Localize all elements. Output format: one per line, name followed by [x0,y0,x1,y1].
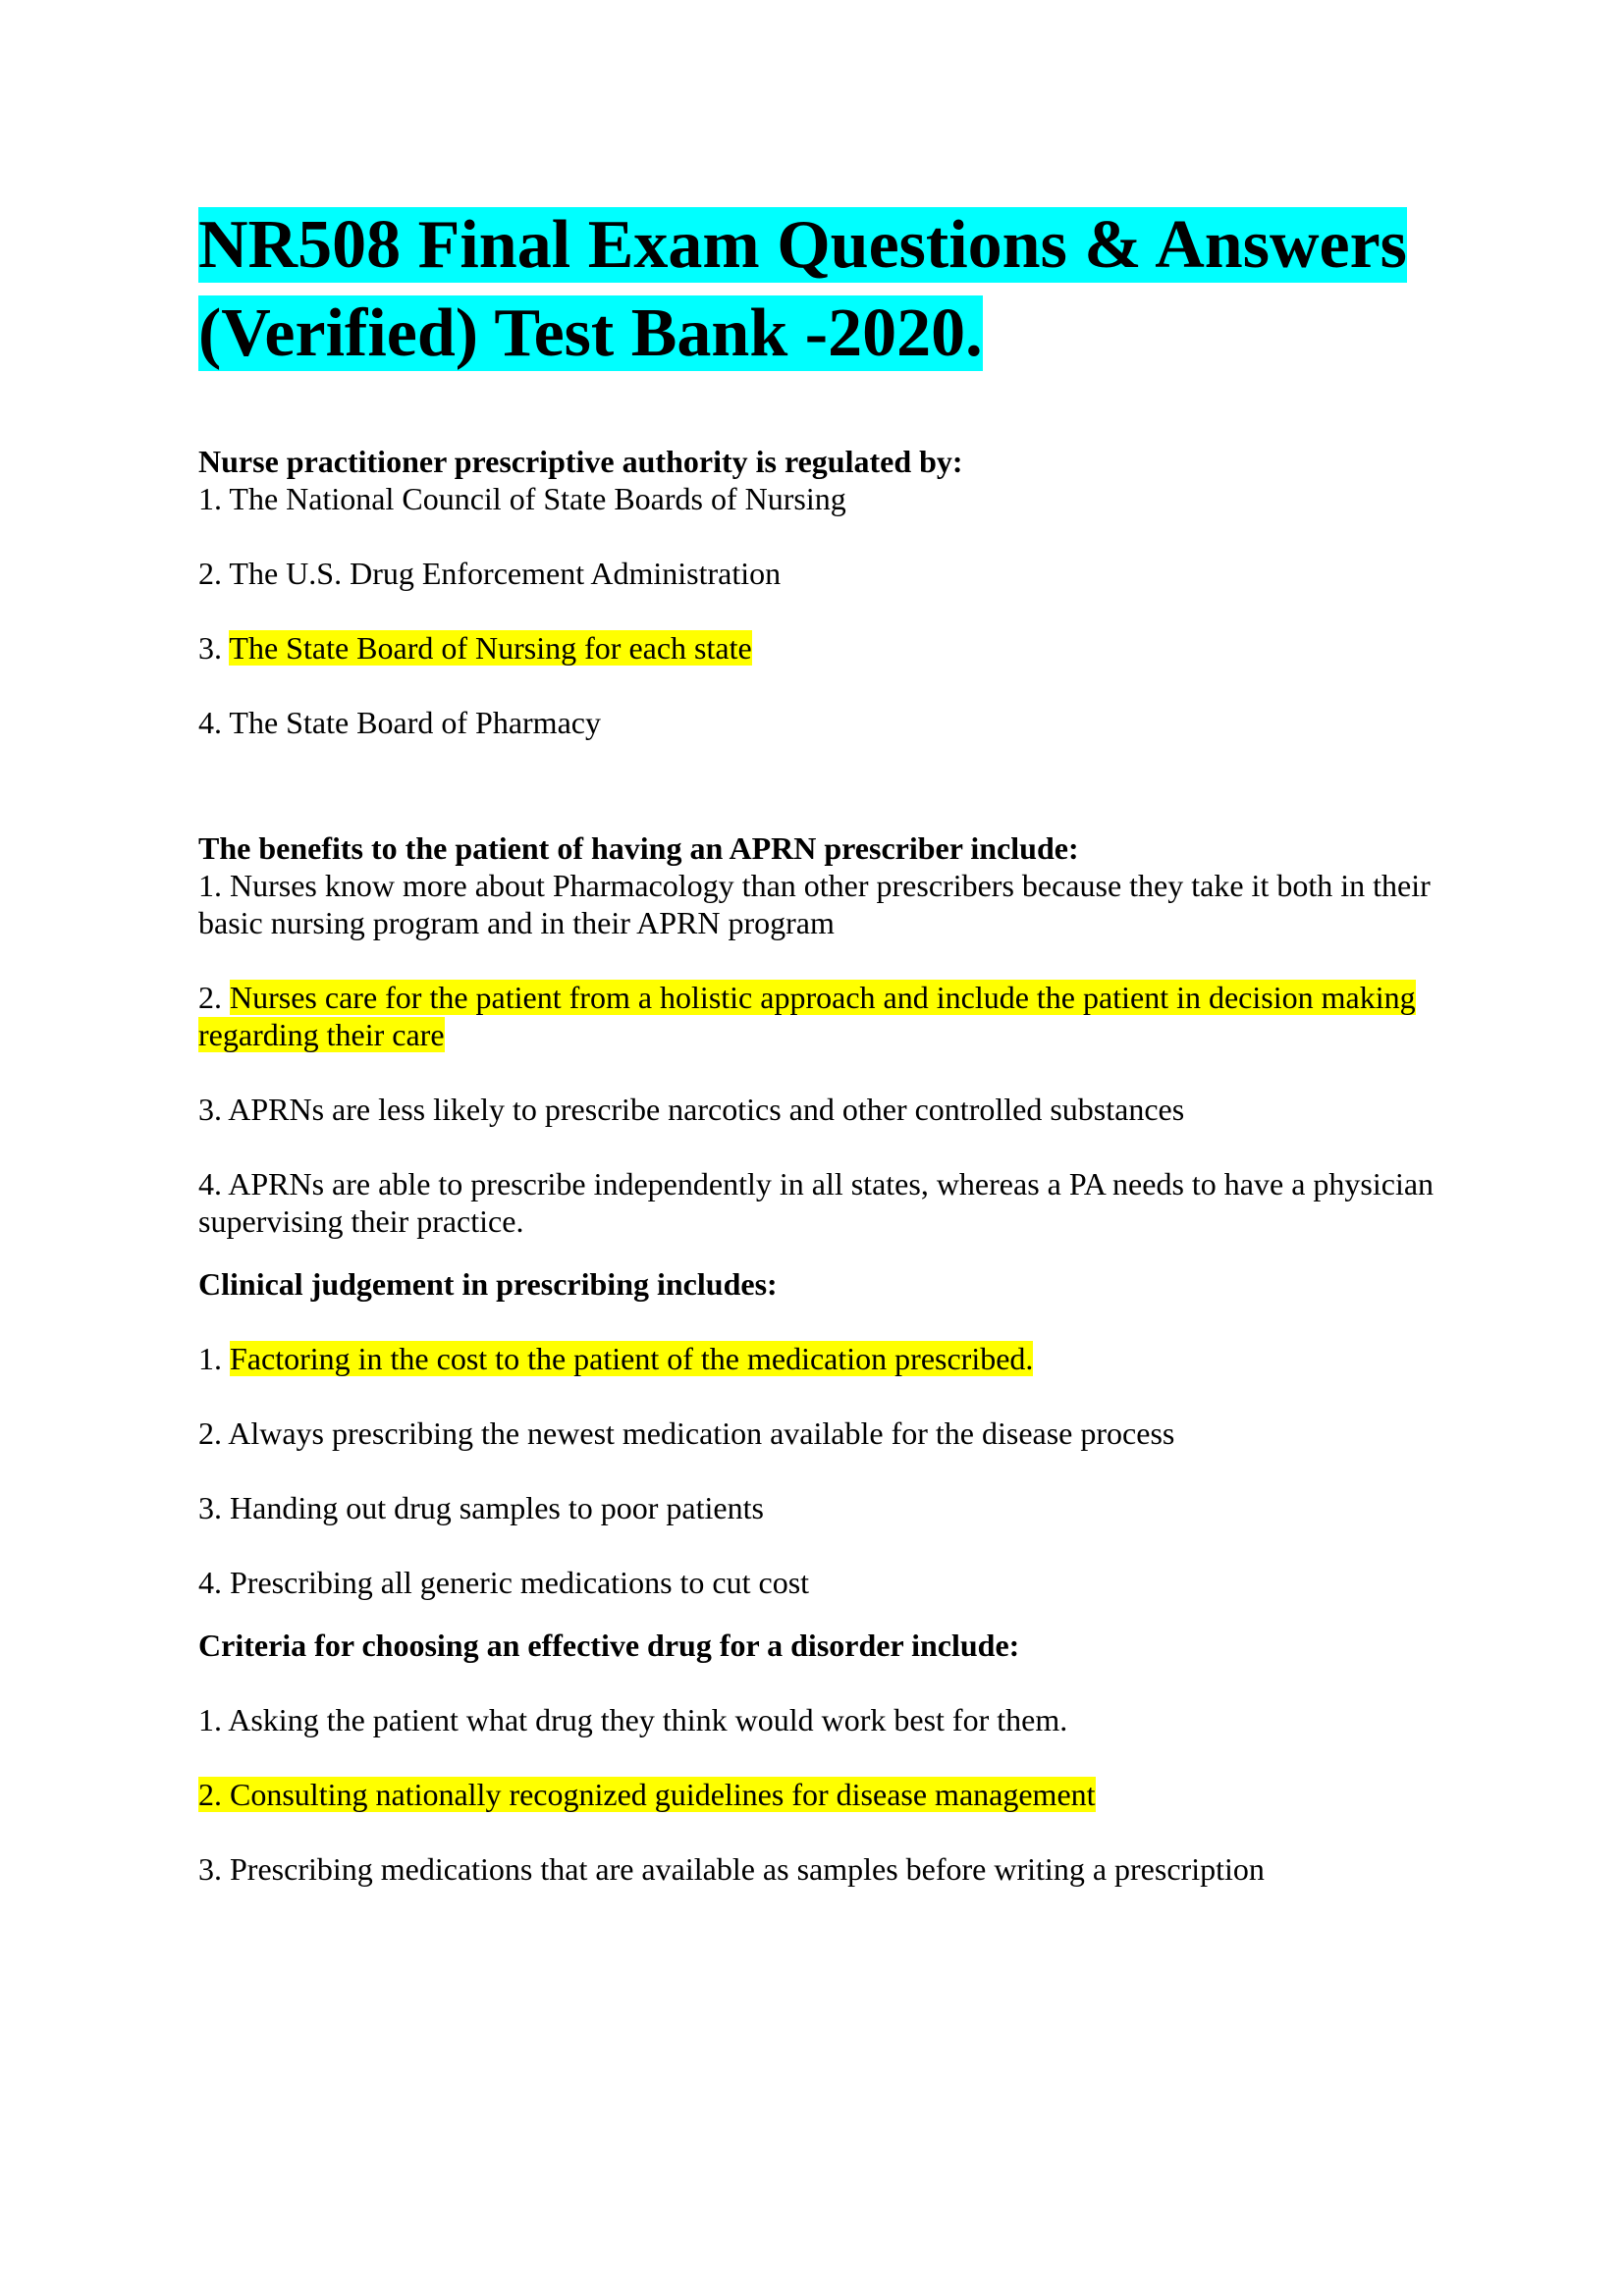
question-2-block [198,829,1494,1240]
question-1-option-4: 4. The State Board of Pharmacy [198,705,601,740]
question-1-block [198,443,1494,741]
title-line-1: NR508 Final Exam Questions & Answers [198,207,1407,283]
question-3-text: Clinical judgement in prescribing includes: [198,1266,778,1302]
answer-highlight: Nurses care for the patient from a holistic approach and include the patient in decision making regarding their care [198,980,1416,1052]
question-4-text: Criteria for choosing an effective drug for a disorder include: [198,1628,1020,1663]
question-3-option-2: 2. Always prescribing the newest medication available for the disease process [198,1415,1175,1451]
answer-highlight: The State Board of Nursing for each state [229,630,752,666]
question-4-block [198,1627,1494,1888]
question-2-option-1: 1. Nurses know more about Pharmacology than other prescribers because they take it both in their basic nursing program and in their APRN program [198,868,1431,940]
document-page [198,201,1494,1888]
question-2-option-4: 4. APRNs are able to prescribe independently in all states, whereas a PA needs to have a physician supervising their practice. [198,1166,1435,1239]
question-3-block [198,1265,1494,1601]
question-4-option-2-correct [198,1776,1494,1813]
question-3-option-3: 3. Handing out drug samples to poor patients [198,1490,764,1525]
question-3-option-1-correct: 1. Factoring in the cost to the patient of the medication prescribed. [198,1341,1034,1376]
question-2-text: The benefits to the patient of having an APRN prescriber include: [198,830,1079,866]
question-2-option-3: 3. APRNs are less likely to prescribe narcotics and other controlled substances [198,1092,1185,1127]
question-3-option-4: 4. Prescribing all generic medications to cut cost [198,1565,810,1600]
title-line-2: (Verified) Test Bank -2020. [198,295,983,371]
question-1-text: Nurse practitioner prescriptive authority is regulated by: [198,444,963,479]
question-1-option-3-correct: 3. The State Board of Nursing for each state [198,630,752,666]
question-4-option-1: 1. Asking the patient what drug they think would work best for them. [198,1702,1068,1737]
question-1-option-2: 2. The U.S. Drug Enforcement Administration [198,556,782,591]
question-2-option-2-correct: 2. Nurses care for the patient from a holistic approach and include the patient in decision making regarding their care [198,980,1416,1052]
document-title [198,201,1494,378]
answer-highlight: Factoring in the cost to the patient of the medication prescribed. [230,1341,1034,1376]
question-4-option-3: 3. Prescribing medications that are available as samples before writing a prescription [198,1851,1265,1887]
question-1-option-1: 1. The National Council of State Boards of Nursing [198,481,846,516]
answer-highlight: 2. Consulting nationally recognized guidelines for disease management [198,1777,1096,1812]
